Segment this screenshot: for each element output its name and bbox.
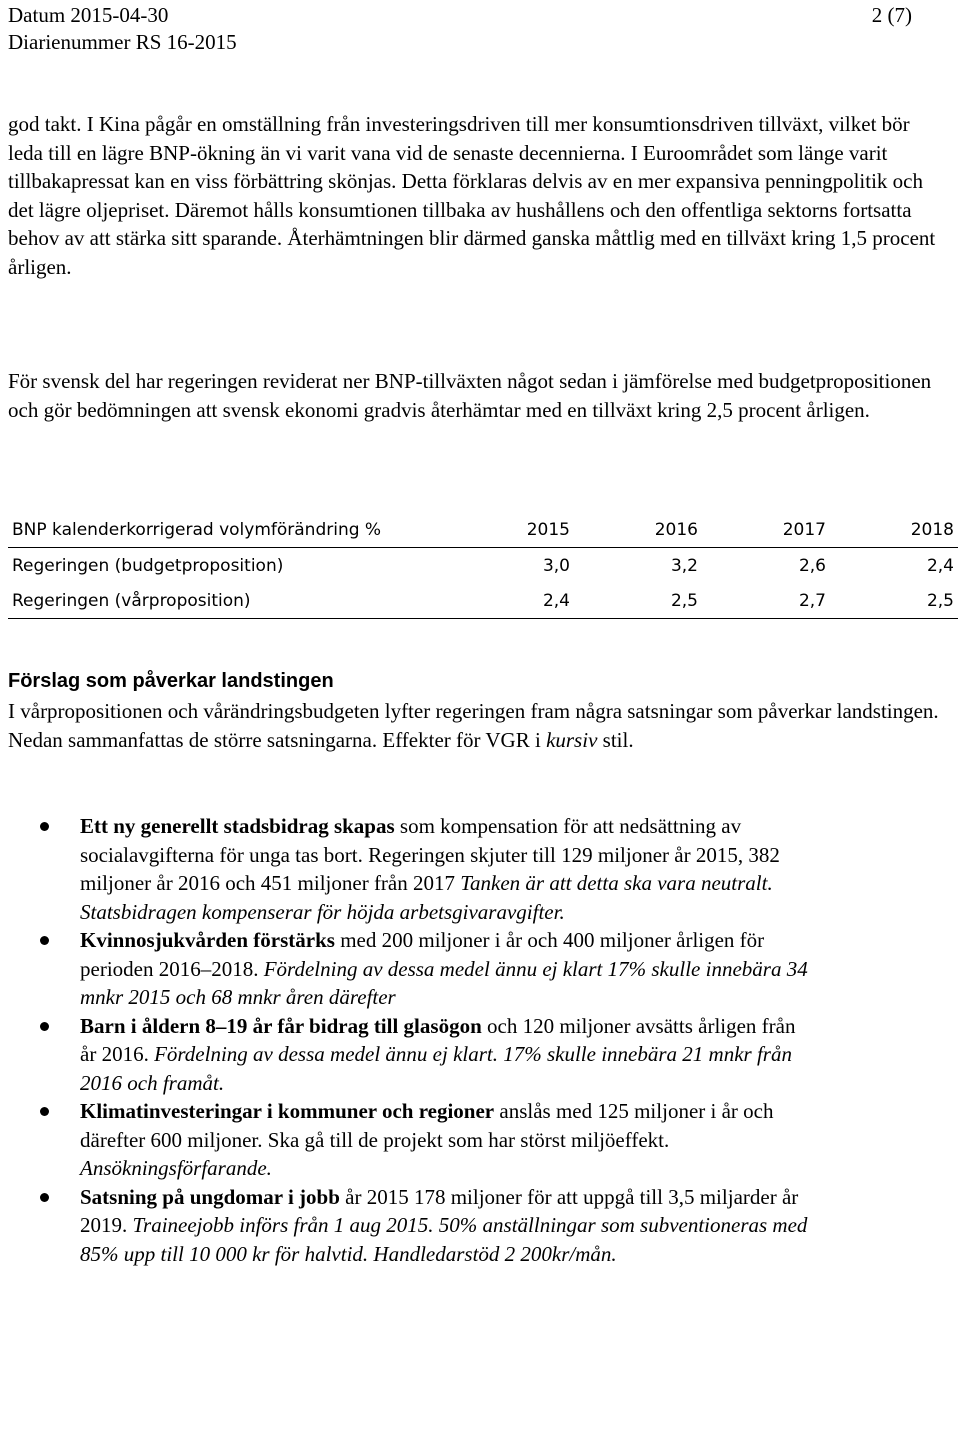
- list-item: [0, 1183, 810, 1269]
- item-vgr-effect: Ansökningsförfarande.: [80, 1156, 272, 1180]
- table-header-year: 2015: [446, 512, 574, 548]
- item-heading: Barn i åldern 8–19 år får bidrag till glasögon: [80, 1013, 482, 1038]
- table-cell: 2,4: [446, 583, 574, 619]
- item-heading: Ett ny generellt stadsbidrag skapas: [80, 814, 395, 838]
- table-cell: 3,0: [542, 555, 570, 576]
- paragraph-economy-outlook: god takt. I Kina pågår en omställning från investeringsdriven till mer konsumtionsdriven tillväxt, vilket bör leda till en lägre BNP-ökning än vi varit vana vid de senaste decennierna. I Euroområdet som länge varit tillbakapressat kan en viss förbättring skönjas. Detta förklaras delvis av en mer expansiva penningpolitik och det lägre oljepriset. Däremot hålls konsumtionen tillbaka av hushållens och den offentliga sektorns fortsatta behov av att stärka sitt sparande. Återhämtningen blir därmed ganska måttlig med en tillväxt kring 1,5 procent årligen.: [8, 112, 936, 279]
- gdp-forecast-table: [8, 512, 958, 619]
- intro-italic-text: kursiv: [546, 727, 598, 752]
- item-vgr-effect: Traineejobb införs från 1 aug 2015. 50% anställningar som subventioneras med 85% upp till 10 000 kr för halvtid. Handledarstöd 2 200kr/mån.: [80, 1213, 808, 1266]
- table-header-year: 2017: [702, 512, 830, 548]
- item-text: och 120 miljoner avsätts årligen från år 2016.: [80, 1013, 796, 1066]
- table-header-label: BNP kalenderkorrigerad volymförändring %: [8, 512, 446, 548]
- item-text: anslås med 125 miljoner i år och därefter 600 miljoner. Ska gå till de projekt som har störst miljöeffekt.: [80, 1099, 774, 1152]
- header-reference: Diarienummer RS 16-2015: [8, 30, 237, 54]
- item-heading: Satsning på ungdomar i jobb: [80, 1184, 340, 1209]
- item-heading: Klimatinvesteringar i kommuner och regioner: [80, 1099, 495, 1123]
- table-row-label: Regeringen (vårproposition): [8, 583, 446, 619]
- item-text: som kompensation för att nedsättning av socialavgifterna för unga tas bort. Regeringen skjuter till 129 miljoner år 2015, 382 miljoner år 2016 och 451 miljoner från 2017: [80, 814, 780, 895]
- table-cell: 3,2: [670, 555, 698, 576]
- table-row: [8, 583, 958, 619]
- item-text: med 200 miljoner i år och 400 miljoner årligen för perioden 2016–2018.: [80, 928, 765, 981]
- item-vgr-effect: Fördelning av dessa medel ännu ej klart. 17% skulle innebära 21 mnkr från 2016 och framåt.: [80, 1042, 792, 1095]
- page-number: 2 (7): [871, 3, 912, 27]
- bullet-icon: [40, 1107, 49, 1116]
- list-item: [0, 1097, 810, 1183]
- table-header-year: 2018: [830, 512, 958, 548]
- paragraph-swedish-growth: För svensk del har regeringen reviderat ner BNP-tillväxten något sedan i jämförelse med budgetpropositionen och gör bedömningen att svensk ekonomi gradvis återhämtar med en tillväxt kring 2,5 procent årligen.: [8, 369, 932, 422]
- table-cell: 2,6: [798, 555, 826, 576]
- table-cell: 2,7: [702, 583, 830, 619]
- bullet-icon: [40, 936, 49, 945]
- table-cell: 2,5: [574, 583, 702, 619]
- item-vgr-effect: Fördelning av dessa medel ännu ej klart 17% skulle innebära 34 mnkr 2015 och 68 mnkr åren därefter: [80, 956, 808, 1009]
- item-heading: Kvinnosjukvården förstärks: [80, 928, 335, 952]
- table-cell: 2,4: [926, 555, 954, 576]
- table-header-year: 2016: [574, 512, 702, 548]
- table-row: [8, 548, 958, 584]
- list-item: [0, 812, 810, 926]
- intro-text-end: stil.: [597, 727, 634, 752]
- section-intro: [8, 697, 948, 754]
- list-item: [0, 926, 810, 1012]
- intro-text: I vårpropositionen och vårändringsbudgeten lyfter regeringen fram några satsningar som påverkar landstingen. Nedan sammanfattas de större satsningarna. Effekter för VGR i: [8, 699, 939, 752]
- bullet-icon: [40, 1022, 49, 1031]
- section-title: Förslag som påverkar landstingen: [8, 670, 334, 692]
- header-date: Datum 2015-04-30: [8, 3, 169, 27]
- item-text: år 2015 178 miljoner för att uppgå till 3,5 miljarder år 2019.: [80, 1184, 799, 1237]
- document-header: [8, 2, 237, 56]
- table-row-label: Regeringen (budgetproposition): [12, 555, 284, 576]
- bullet-icon: [40, 1193, 49, 1202]
- table-cell: 2,5: [830, 583, 958, 619]
- item-vgr-effect: Tanken är att detta ska vara neutralt. Statsbidragen kompenserar för höjda arbetsgivaravgifter.: [80, 871, 773, 924]
- table-header-row: [8, 512, 958, 548]
- bullet-icon: [40, 822, 49, 831]
- proposal-list: [0, 812, 960, 1268]
- list-item: [0, 1012, 810, 1098]
